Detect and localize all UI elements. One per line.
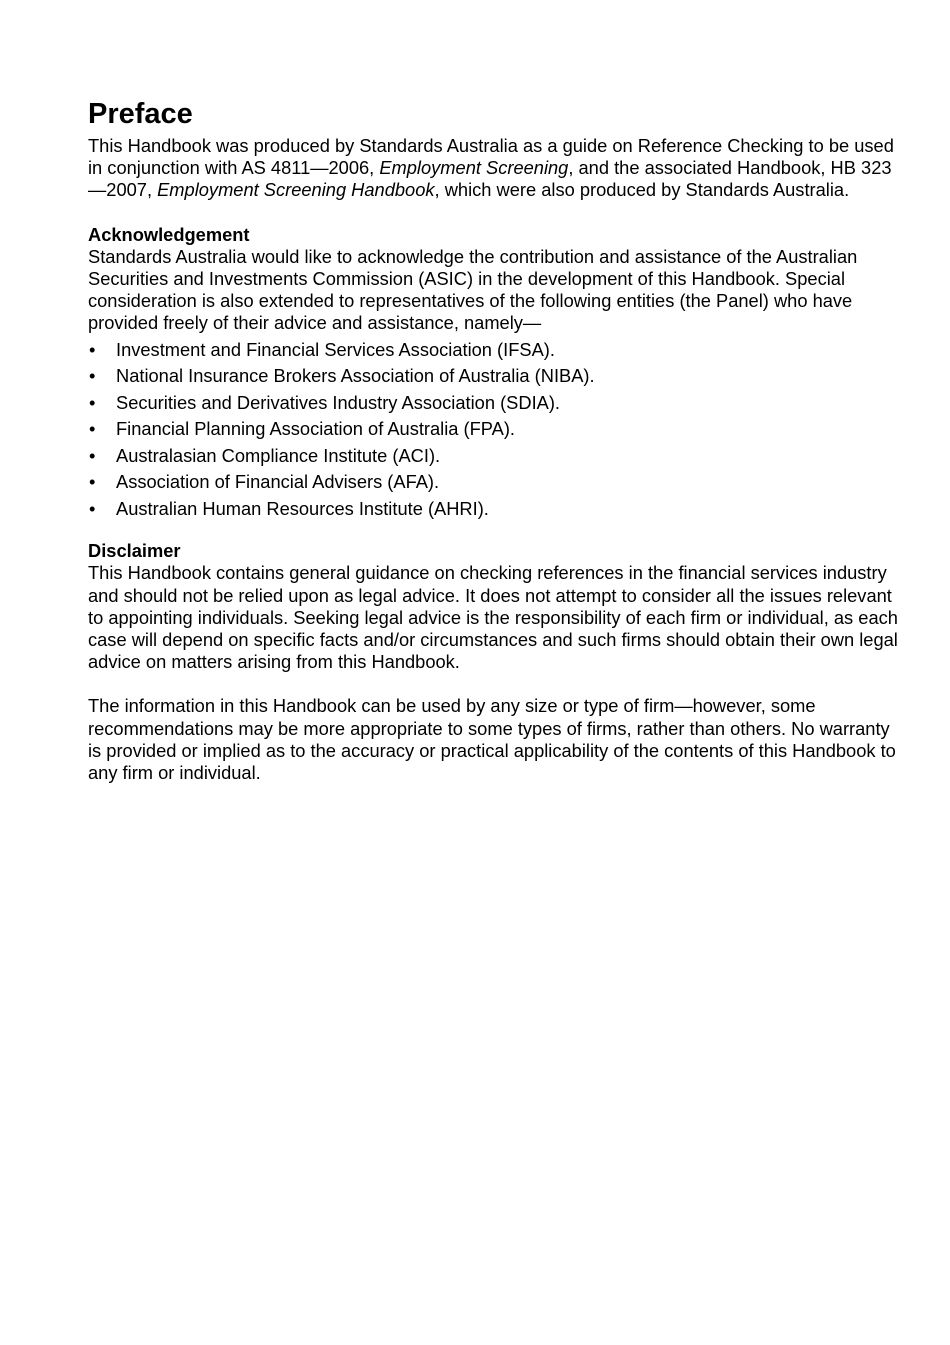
preface-intro-text-2: , and the associated Handbook, HB 323—2007,: [88, 157, 892, 201]
panel-entity-list: [88, 339, 898, 520]
bullet-icon: •: [89, 418, 96, 440]
list-item: [88, 339, 898, 361]
page-title: Preface: [88, 98, 193, 130]
acknowledgement-heading: Acknowledgement: [88, 223, 250, 245]
disclaimer-heading: Disclaimer: [88, 540, 181, 562]
disclaimer-paragraph-1: This Handbook contains general guidance on checking references in the financial services industry and should not be relied upon as legal advice. It does not attempt to consider all the issues relevant to appointing individuals. Seeking legal advice is the responsibility of each firm or individual, as each case will depend on specific facts and/or circumstances and such firms should obtain their own legal advice on matters arising from this Handbook.: [88, 562, 898, 673]
list-item: [88, 392, 898, 414]
preface-intro-text-3: , which were also produced by Standards Australia.: [434, 179, 850, 201]
list-item: [88, 445, 898, 467]
preface-intro-italic-2: Employment Screening Handbook: [157, 179, 435, 201]
page-content: [88, 96, 898, 784]
bullet-icon: •: [89, 365, 96, 387]
bullet-icon: •: [89, 444, 96, 466]
list-item-text: Australian Human Resources Institute (AHRI).: [116, 497, 489, 519]
list-item-text: Australasian Compliance Institute (ACI).: [116, 444, 441, 466]
bullet-icon: •: [89, 338, 96, 360]
section-spacer: [88, 524, 898, 540]
list-item: [88, 471, 898, 493]
paragraph-spacer: [88, 673, 898, 695]
list-item-text: Securities and Derivatives Industry Association (SDIA).: [116, 391, 561, 413]
acknowledgement-paragraph: Standards Australia would like to acknowledge the contribution and assistance of the Australian Securities and Investments Commission (ASIC) in the development of this Handbook. Special consideration is also extended to representatives of the following entities (the Panel) who have provided freely of their advice and assistance, namely—: [88, 245, 858, 334]
list-item-text: Financial Planning Association of Australia (FPA).: [116, 418, 515, 440]
list-item-text: National Insurance Brokers Association of Australia (NIBA).: [116, 365, 595, 387]
list-item: [88, 418, 898, 440]
preface-intro-text-1: This Handbook was produced by Standards Australia as a guide on Reference Checking to be used in conjunction with AS 4811—2006,: [88, 135, 894, 179]
list-item-text: Investment and Financial Services Association (IFSA).: [116, 338, 555, 360]
bullet-icon: •: [89, 391, 96, 413]
bullet-icon: •: [89, 471, 96, 493]
preface-intro-paragraph: [88, 135, 898, 202]
disclaimer-paragraph-2: The information in this Handbook can be used by any size or type of firm—however, some recommendations may be more appropriate to some types of firms, rather than others. No warranty is provided or implied as to the accuracy or practical applicability of the contents of this Handbook to any firm or individual.: [88, 695, 896, 783]
bullet-icon: •: [89, 497, 96, 519]
list-item-text: Association of Financial Advisers (AFA).: [116, 471, 440, 493]
list-item: [88, 365, 898, 387]
section-spacer: [88, 202, 898, 224]
preface-intro-italic-1: Employment Screening: [379, 157, 569, 179]
list-item: [88, 498, 898, 520]
